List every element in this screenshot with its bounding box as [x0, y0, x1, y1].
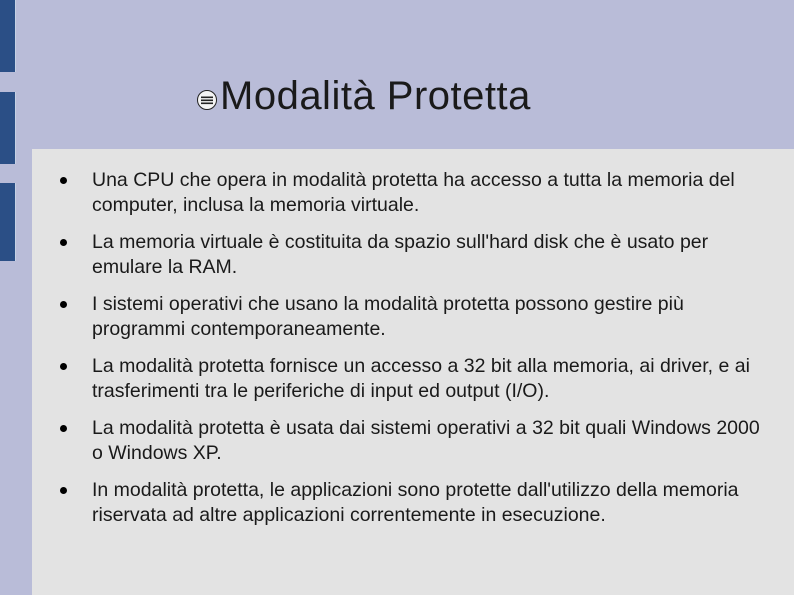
bullet-item: [32, 416, 794, 466]
bullet-dot-icon: [60, 177, 67, 184]
bullet-item: [32, 168, 794, 218]
left-edge-bar: [0, 92, 16, 164]
bullet-list: [32, 168, 794, 540]
bullet-text: I sistemi operativi che usano la modalità protetta possono gestire più programmi contemporaneamente.: [92, 293, 684, 340]
bullet-text: In modalità protetta, le applicazioni sono protette dall'utilizzo della memoria riservata ad altre applicazioni correntemente in esecuzione.: [92, 479, 739, 526]
bullet-dot-icon: [60, 239, 67, 246]
bullet-dot-icon: [60, 425, 67, 432]
left-edge-bar: [0, 0, 16, 72]
bullet-item: [32, 292, 794, 342]
bullet-item: [32, 478, 794, 528]
content-panel: [32, 149, 794, 595]
left-edge-bar: [0, 183, 16, 261]
slide-title-row: [196, 68, 531, 124]
bullet-dot-icon: [60, 363, 67, 370]
bullet-text: La modalità protetta è usata dai sistemi operativi a 32 bit quali Windows 2000 o Windows XP.: [92, 417, 760, 464]
bullet-text: La modalità protetta fornisce un accesso a 32 bit alla memoria, ai driver, e ai trasferimenti tra le periferiche di input ed output (I/O).: [92, 355, 750, 402]
bullet-item: [32, 230, 794, 280]
bullet-text: La memoria virtuale è costituita da spazio sull'hard disk che è usato per emulare la RAM.: [92, 231, 709, 278]
bullet-text: Una CPU che opera in modalità protetta ha accesso a tutta la memoria del computer, inclusa la memoria virtuale.: [92, 169, 735, 216]
slide-title: Modalità Protetta: [220, 73, 531, 118]
bullet-item: [32, 354, 794, 404]
list-icon: [196, 89, 218, 111]
bullet-dot-icon: [60, 301, 67, 308]
bullet-dot-icon: [60, 487, 67, 494]
